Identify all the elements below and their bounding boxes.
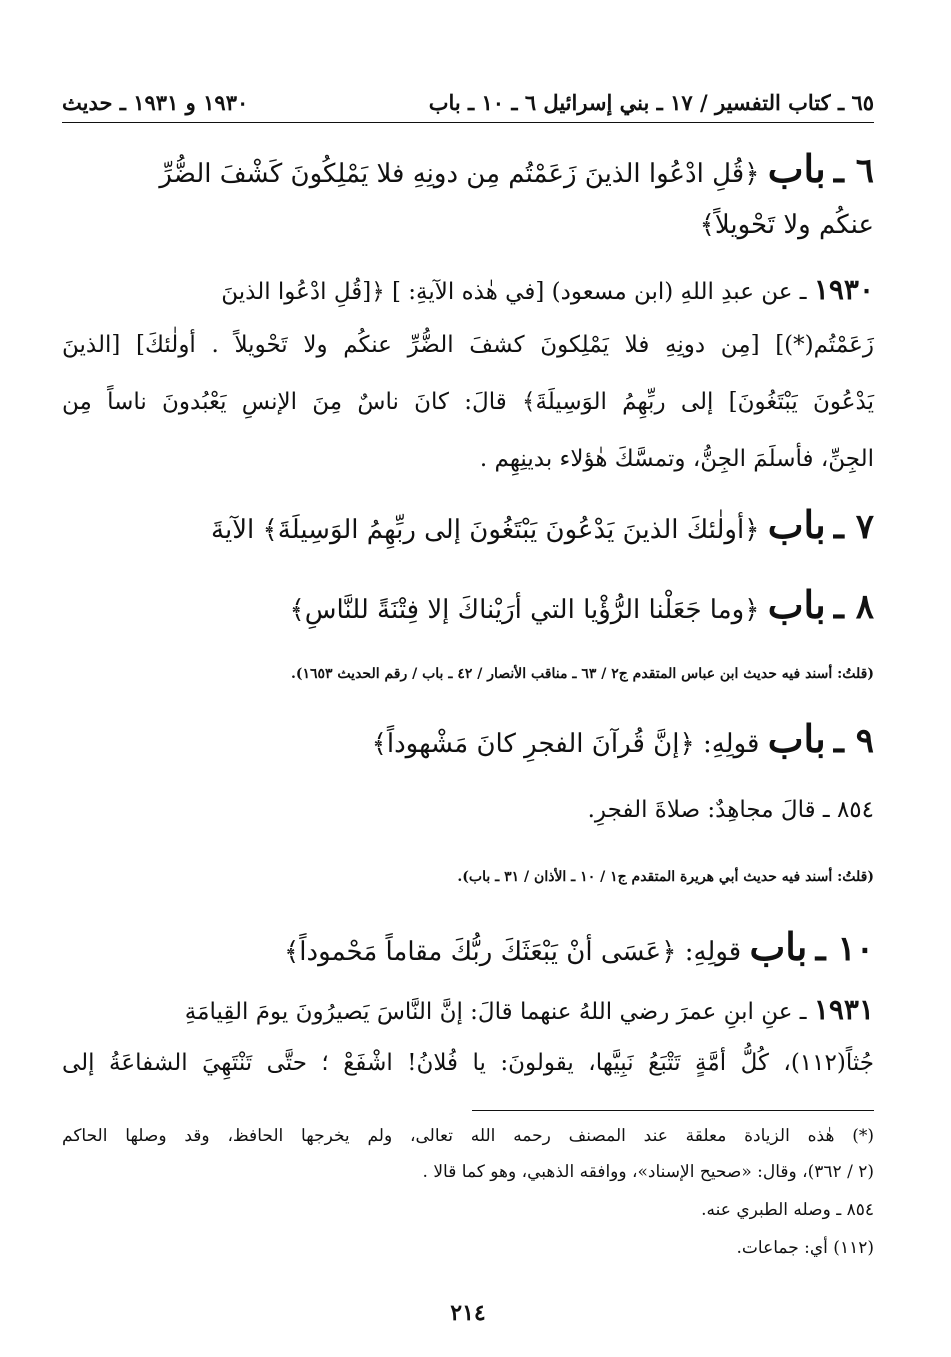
hadith1930-text-line1: ـ عن عبدِ اللهِ (ابن مسعود) [في هٰذه الآيةِ: ] ﴿[قُلِ ادْعُوا الذينَ	[221, 279, 807, 305]
footnote-separator	[472, 1110, 874, 1111]
hadith1931-line1	[62, 993, 874, 1026]
bab8-verse: ﴿وما جَعَلْنا الرُّؤْيا التي أرَيْناكَ إلا فِتْنَةً للنَّاسِ﴾	[289, 595, 760, 625]
header-hadith-range: ١٩٣٠ و ١٩٣١ ـ حديث	[62, 90, 249, 115]
hadith1931-text-line1: ـ عنِ ابنِ عمرَ رضي اللهُ عنهما قالَ: إنَّ النَّاسَ يَصيرُونَ يومَ القِيامَةِ	[184, 999, 807, 1025]
bab10-number: ١٠ ـ	[815, 929, 874, 969]
running-header	[62, 88, 874, 123]
footnote-star-line2: (٢ / ٣٦٢)، وقال: «صحيح الإسناد»، ووافقه الذهبي، وهو كما قالا .	[422, 1162, 874, 1182]
bab7-number: ٧ ـ	[833, 507, 874, 547]
bab9-note: (قلتُ: أسند فيه حديث أبي هريرة المتقدم ج١ / ١٠ ـ الأذان / ٣١ ـ باب).	[457, 869, 874, 885]
footnote-854: ٨٥٤ ـ وصله الطبري عنه.	[701, 1200, 874, 1220]
book-page	[62, 88, 874, 1338]
hadith1930-line4: الجِنِّ، فأسلَمَ الجِنُّ، وتمسَّكَ هٰؤلاء بدينِهِم .	[479, 446, 874, 472]
bab6-number: ٦ ـ	[833, 151, 874, 191]
bab9-number: ٩ ـ	[833, 721, 874, 761]
bab8-label: باب	[767, 582, 826, 627]
bab9-label: باب	[767, 716, 826, 761]
hadith1931-line2: جُثاً(١١٢)، كُلُّ أمَّةٍ تَتْبَعُ نَبِيَّها، يقولونَ: يا فُلانُ! اشْفَعْ ؛ حتَّى تَنْتَهِيَ الشفاعَةُ إلى	[62, 1050, 874, 1076]
header-chapter-title: ٦٥ ـ كتاب التفسير / ١٧ ـ بني إسرائيل ٦ ـ ١٠ ـ باب	[428, 90, 874, 115]
bab8-note: (قلتُ: أسند فيه حديث ابن عباس المتقدم ج٢ / ٦٣ ـ مناقب الأنصار / ٤٢ ـ باب / رقم الحديث ١٦٥٣).	[290, 666, 874, 682]
bab7-label: باب	[767, 502, 826, 547]
footnote-star-line1: (*) هٰذه الزيادة معلقة عند المصنف رحمه الله تعالى، ولم يخرجها الحافظ، وقد وصلها الحاكم	[62, 1126, 874, 1146]
bab7-heading	[62, 502, 874, 547]
bab10-verse: قولِهِ: ﴿عَسَى أنْ يَبْعَثَكَ ربُّكَ مقاماً مَحْموداً﴾	[284, 937, 742, 967]
page-number: ٢١٤	[450, 1300, 486, 1326]
bab10-heading	[62, 924, 874, 969]
bab6-verse-line1: ﴿قُلِ ادْعُوا الذينَ زَعَمْتُم مِن دونِهِ فلا يَمْلِكُونَ كَشْفَ الضُّرِّ	[159, 159, 760, 189]
bab7-verse: ﴿أولٰئكَ الذينَ يَدْعُونَ يَبْتَغُونَ إلى ربِّهِمُ الوَسِيلَةَ﴾ الآيةَ	[211, 515, 760, 545]
hadith1930-line3: يَدْعُونَ يَبْتَغُونَ] إلى ربِّهِمُ الوَسِيلَةَ﴾ قالَ: كانَ ناسٌ مِنَ الإنسِ يَعْبُدونَ ناساً مِن	[62, 389, 874, 415]
bab9-heading	[62, 716, 874, 761]
bab8-number: ٨ ـ	[833, 587, 874, 627]
footnote-112: (١١٢) أي: جماعات.	[736, 1238, 874, 1258]
hadith1930-line2: زَعَمْتُم(*)] [مِن دونِهِ فلا يَمْلِكونَ كشفَ الضُّرِّ عنكُم ولا تَحْويلاً . أولٰئكَ] [الذينَ	[62, 332, 874, 358]
hadith1930-line1	[62, 273, 874, 306]
bab9-verse: قولِهِ: ﴿إنَّ قُرآنَ الفجرِ كانَ مَشْهوداً﴾	[371, 729, 760, 759]
hadith1930-number: ١٩٣٠	[813, 273, 874, 306]
bab6-heading-line1	[62, 146, 874, 191]
bab8-heading	[62, 582, 874, 627]
bab6-verse-line2: عنكُم ولا تَحْويلاً﴾	[699, 210, 874, 240]
hadith1931-number: ١٩٣١	[813, 993, 874, 1026]
bab6-label: باب	[767, 146, 826, 191]
bab10-label: باب	[749, 924, 808, 969]
bab9-comment-854: ٨٥٤ ـ قالَ مجاهِدٌ: صلاةَ الفجرِ.	[587, 797, 874, 823]
